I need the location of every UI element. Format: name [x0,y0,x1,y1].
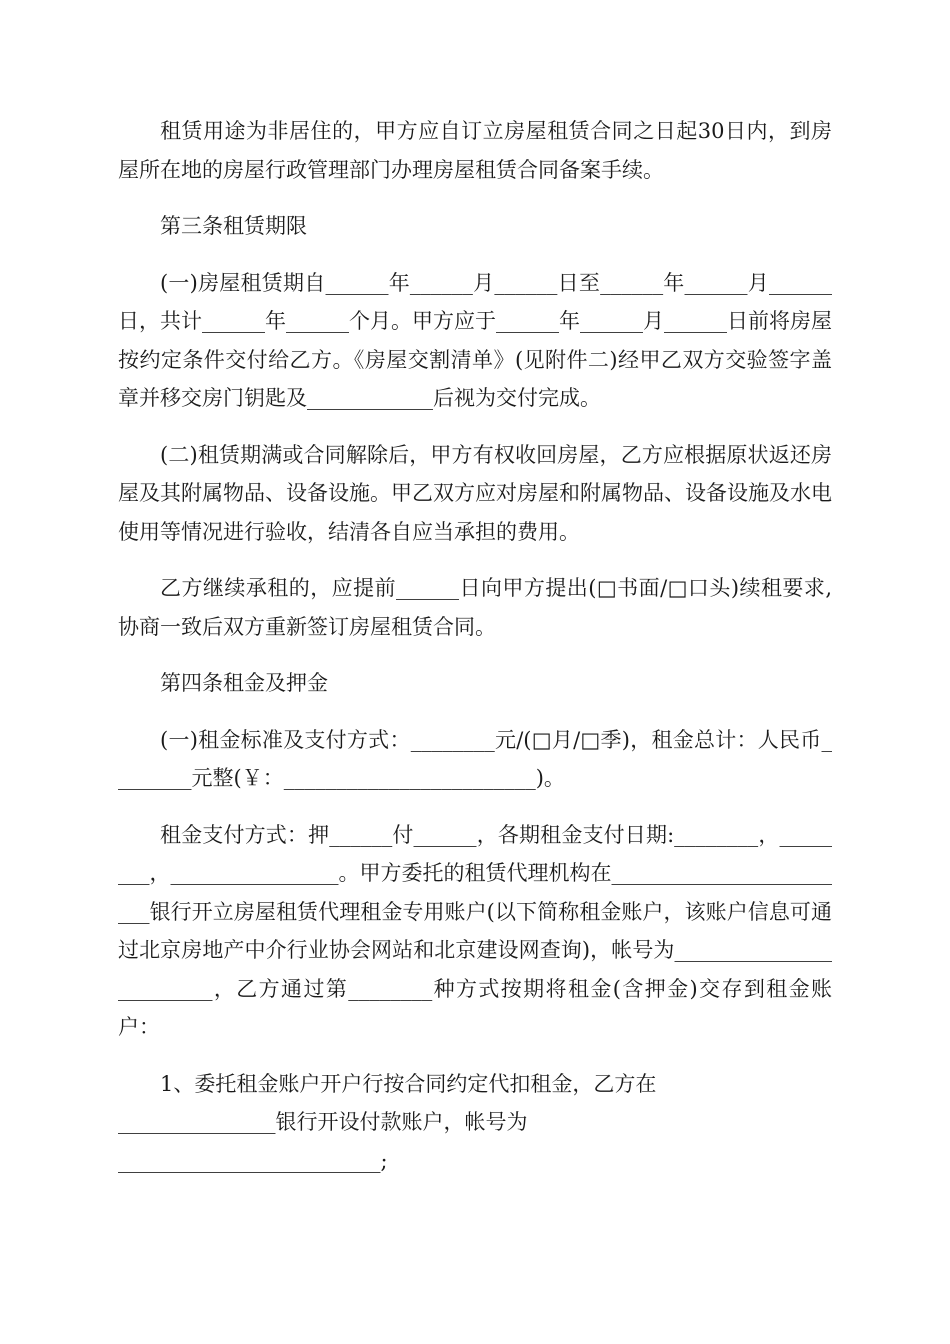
spacer [118,703,832,721]
document-page [118,112,832,1180]
spacer [118,246,832,264]
paragraph-renewal: 乙方继续承租的，应提前______日向甲方提出(□书面/□口头)续租要求,协商一致后双方重新签订房屋租赁合同。 [118,576,832,639]
paragraph-rent-standard: (一)租金标准及支付方式：________元/(□月/□季)，租金总计：人民币________元整(￥：________________________)。 [118,727,832,790]
paragraph-lease-expiry: (二)租赁期满或合同解除后，甲方有权收回房屋，乙方应根据原状返还房屋及其附属物品、设备设施。甲乙双方应对房屋和附属物品、设备设施及水电使用等情况进行验收，结清各自应当承担的费用。 [118,442,832,544]
spacer [118,1047,832,1065]
paragraph-lease-period: (一)房屋租赁期自______年______月______日至______年______月______日，共计______年______个月。甲方应于______年______月______日前将房屋按约定条件交付给乙方。《房屋交割清单》(见附件二)经甲乙双方交验签字盖章并移交房门钥匙及____________后视为交付完成。 [118,270,832,410]
spacer [118,418,832,436]
spacer [118,646,832,664]
spacer [118,551,832,569]
spacer [118,189,832,207]
spacer [118,798,832,816]
paragraph-auto-debit: 1、委托租金账户开户行按合同约定代扣租金，乙方在 _______________银行开设付款账户，帐号为 _________________________; [118,1071,657,1173]
paragraph-filing-requirement: 租赁用途为非居住的，甲方应自订立房屋租赁合同之日起30日内，到房屋所在地的房屋行政管理部门办理房屋租赁合同备案手续。 [118,119,832,182]
heading-article-4-rent-deposit: 第四条租金及押金 [160,671,328,695]
heading-article-3-lease-term: 第三条租赁期限 [160,214,307,238]
paragraph-rent-payment-method: 租金支付方式：押______付______，各期租金支付日期:________，________，________________。甲方委托的租赁代理机构在________________________银行开立房屋租赁代理租金专用账户(以下简称租金账户，该账户信息可通过北京房地产中介行业协会网站和北京建设网查询)，帐号为________________________，乙方通过第________种方式按期将租金(含押金)交存到租金账户： [118,822,832,1039]
